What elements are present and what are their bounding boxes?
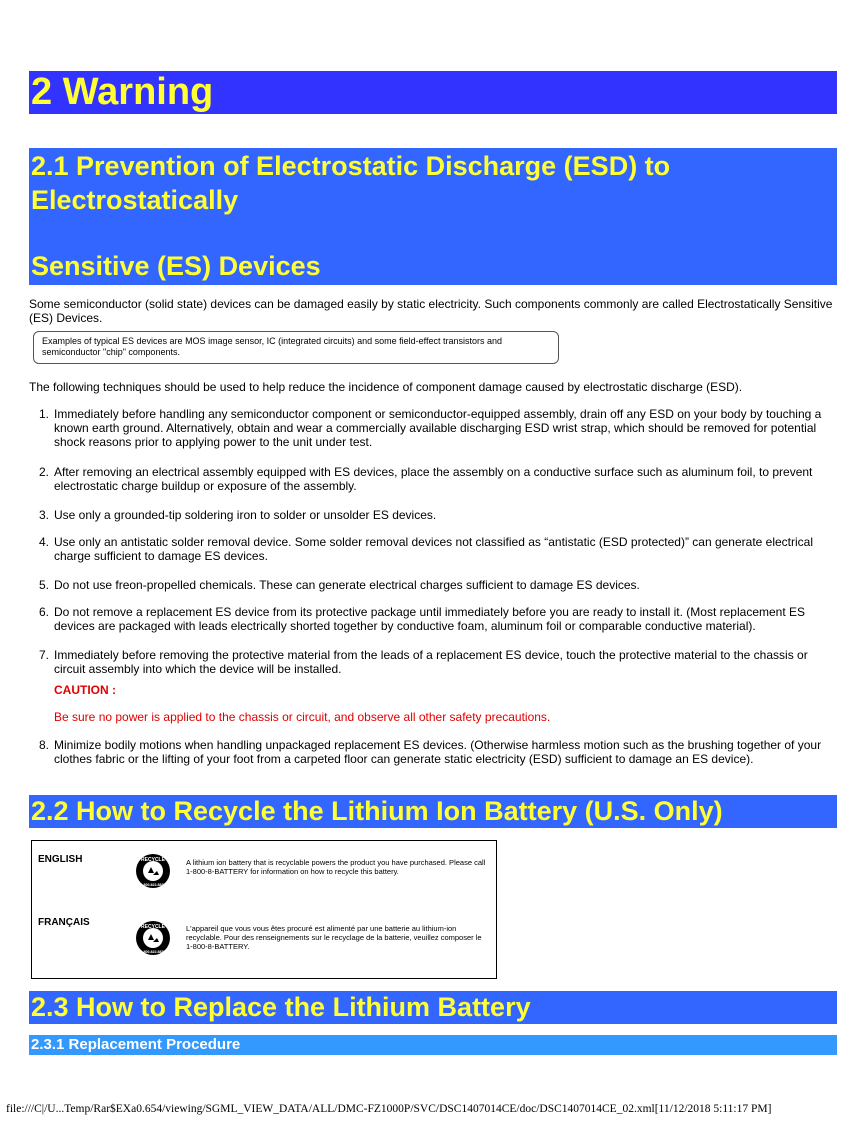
list-item-text: Minimize bodily motions when handling unpackaged replacement ES devices. (Otherwise harmless motion such as the brushing together of your clothes fabric or the lifting of your foot from a carpeted floor can generate static electricity (ESD) sufficient to damage an ES device).	[54, 738, 822, 766]
list-item-text: Use only an antistatic solder removal device. Some solder removal devices not classified as “antistatic (ESD protected)” can generate electrical charge sufficient to damage ES devices.	[54, 535, 814, 563]
english-recycle-text: A lithium ion battery that is recyclable powers the product you have purchased. Please call 1-800-8-BATTERY for information on how to recycle this battery.	[186, 858, 486, 876]
french-label: FRANÇAIS	[38, 917, 90, 928]
list-item-number: 1.	[38, 407, 49, 421]
seal-top-text: RECYCLE	[141, 924, 165, 930]
list-item-number: 4.	[38, 535, 49, 549]
list-item-text: After removing an electrical assembly equipped with ES devices, place the assembly on a conductive surface such as aluminum foil, to prevent electrostatic charge buildup or exposure of the assembly.	[54, 465, 813, 493]
page-footer-path: file:///C|/U...Temp/Rar$EXa0.654/viewing/SGML_VIEW_DATA/ALL/DMC-FZ1000P/SVC/DSC1407014CE/doc/DSC1407014CE_02.xml[11/12/2018 5:11:17 PM]	[6, 1103, 772, 1115]
list-item-text: Do not use freon-propelled chemicals. These can generate electrical charges sufficient to damage ES devices.	[54, 578, 640, 592]
section-heading-esd-line2: Electrostatically	[31, 185, 239, 215]
list-item-number: 3.	[38, 508, 49, 522]
rbrc-recycle-seal-icon	[135, 920, 171, 956]
subsection-heading-procedure: 2.3.1 Replacement Procedure	[29, 1035, 837, 1055]
list-item-number: 8.	[38, 738, 49, 752]
es-device-example-box: Examples of typical ES devices are MOS image sensor, IC (integrated circuits) and some field-effect transistors and semiconductor "chip" components.	[33, 331, 559, 364]
section-heading-esd-line3: Sensitive (ES) Devices	[31, 251, 321, 281]
section-heading-esd	[29, 148, 837, 285]
list-item-text: Use only a grounded-tip soldering iron to solder or unsolder ES devices.	[54, 508, 437, 522]
section-heading-replace: 2.3 How to Replace the Lithium Battery	[29, 991, 837, 1024]
list-item-number: 5.	[38, 578, 49, 592]
seal-bottom-text: 1.800.822.8837	[140, 883, 166, 887]
esd-intro-paragraph: Some semiconductor (solid state) devices can be damaged easily by static electricity. Such components commonly are called Electrostatically Sensitive (ES) Devices.	[29, 297, 833, 325]
techniques-intro-paragraph: The following techniques should be used to help reduce the incidence of component damage caused by electrostatic discharge (ESD).	[29, 380, 743, 394]
french-recycle-text: L'appareil que vous vous êtes procuré est alimenté par une batterie au lithium-ion recyclable. Pour des renseignements sur le recyclage de la batterie, veuillez composer le 1-800-8-BATTERY.	[186, 924, 482, 951]
seal-top-text: RECYCLE	[141, 857, 165, 863]
list-item-text: Immediately before removing the protective material from the leads of a replacement ES device, touch the protective material to the chassis or circuit assembly into which the device will be installed.	[54, 648, 808, 676]
list-item-number: 2.	[38, 465, 49, 479]
seal-bottom-text: 1.800.822.8837	[140, 950, 166, 954]
list-item-number: 7.	[38, 648, 49, 662]
list-item-text: Do not remove a replacement ES device from its protective package until immediately before you are ready to install it. (Most replacement ES devices are packaged with leads electrically shorted together by conductive foam, aluminum foil or comparable conductive material).	[54, 605, 806, 633]
english-label: ENGLISH	[38, 854, 83, 865]
section-heading-esd-line1: 2.1 Prevention of Electrostatic Discharge (ESD) to	[31, 151, 671, 181]
list-item-number: 6.	[38, 605, 49, 619]
list-item-text: Immediately before handling any semiconductor component or semiconductor-equipped assembly, drain off any ESD on your body by touching a known earth ground. Alternatively, obtain and wear a commercially available discharging ESD wrist strap, which should be removed for potential shock reasons prior to applying power to the unit under test.	[54, 407, 822, 449]
section-heading-recycle: 2.2 How to Recycle the Lithium Ion Battery (U.S. Only)	[29, 795, 837, 828]
caution-text: Be sure no power is applied to the chassis or circuit, and observe all other safety precautions.	[54, 710, 551, 724]
caution-label: CAUTION :	[54, 683, 116, 697]
recycle-info-box	[31, 840, 497, 979]
page-heading: 2 Warning	[29, 71, 837, 114]
rbrc-recycle-seal-icon	[135, 853, 171, 889]
